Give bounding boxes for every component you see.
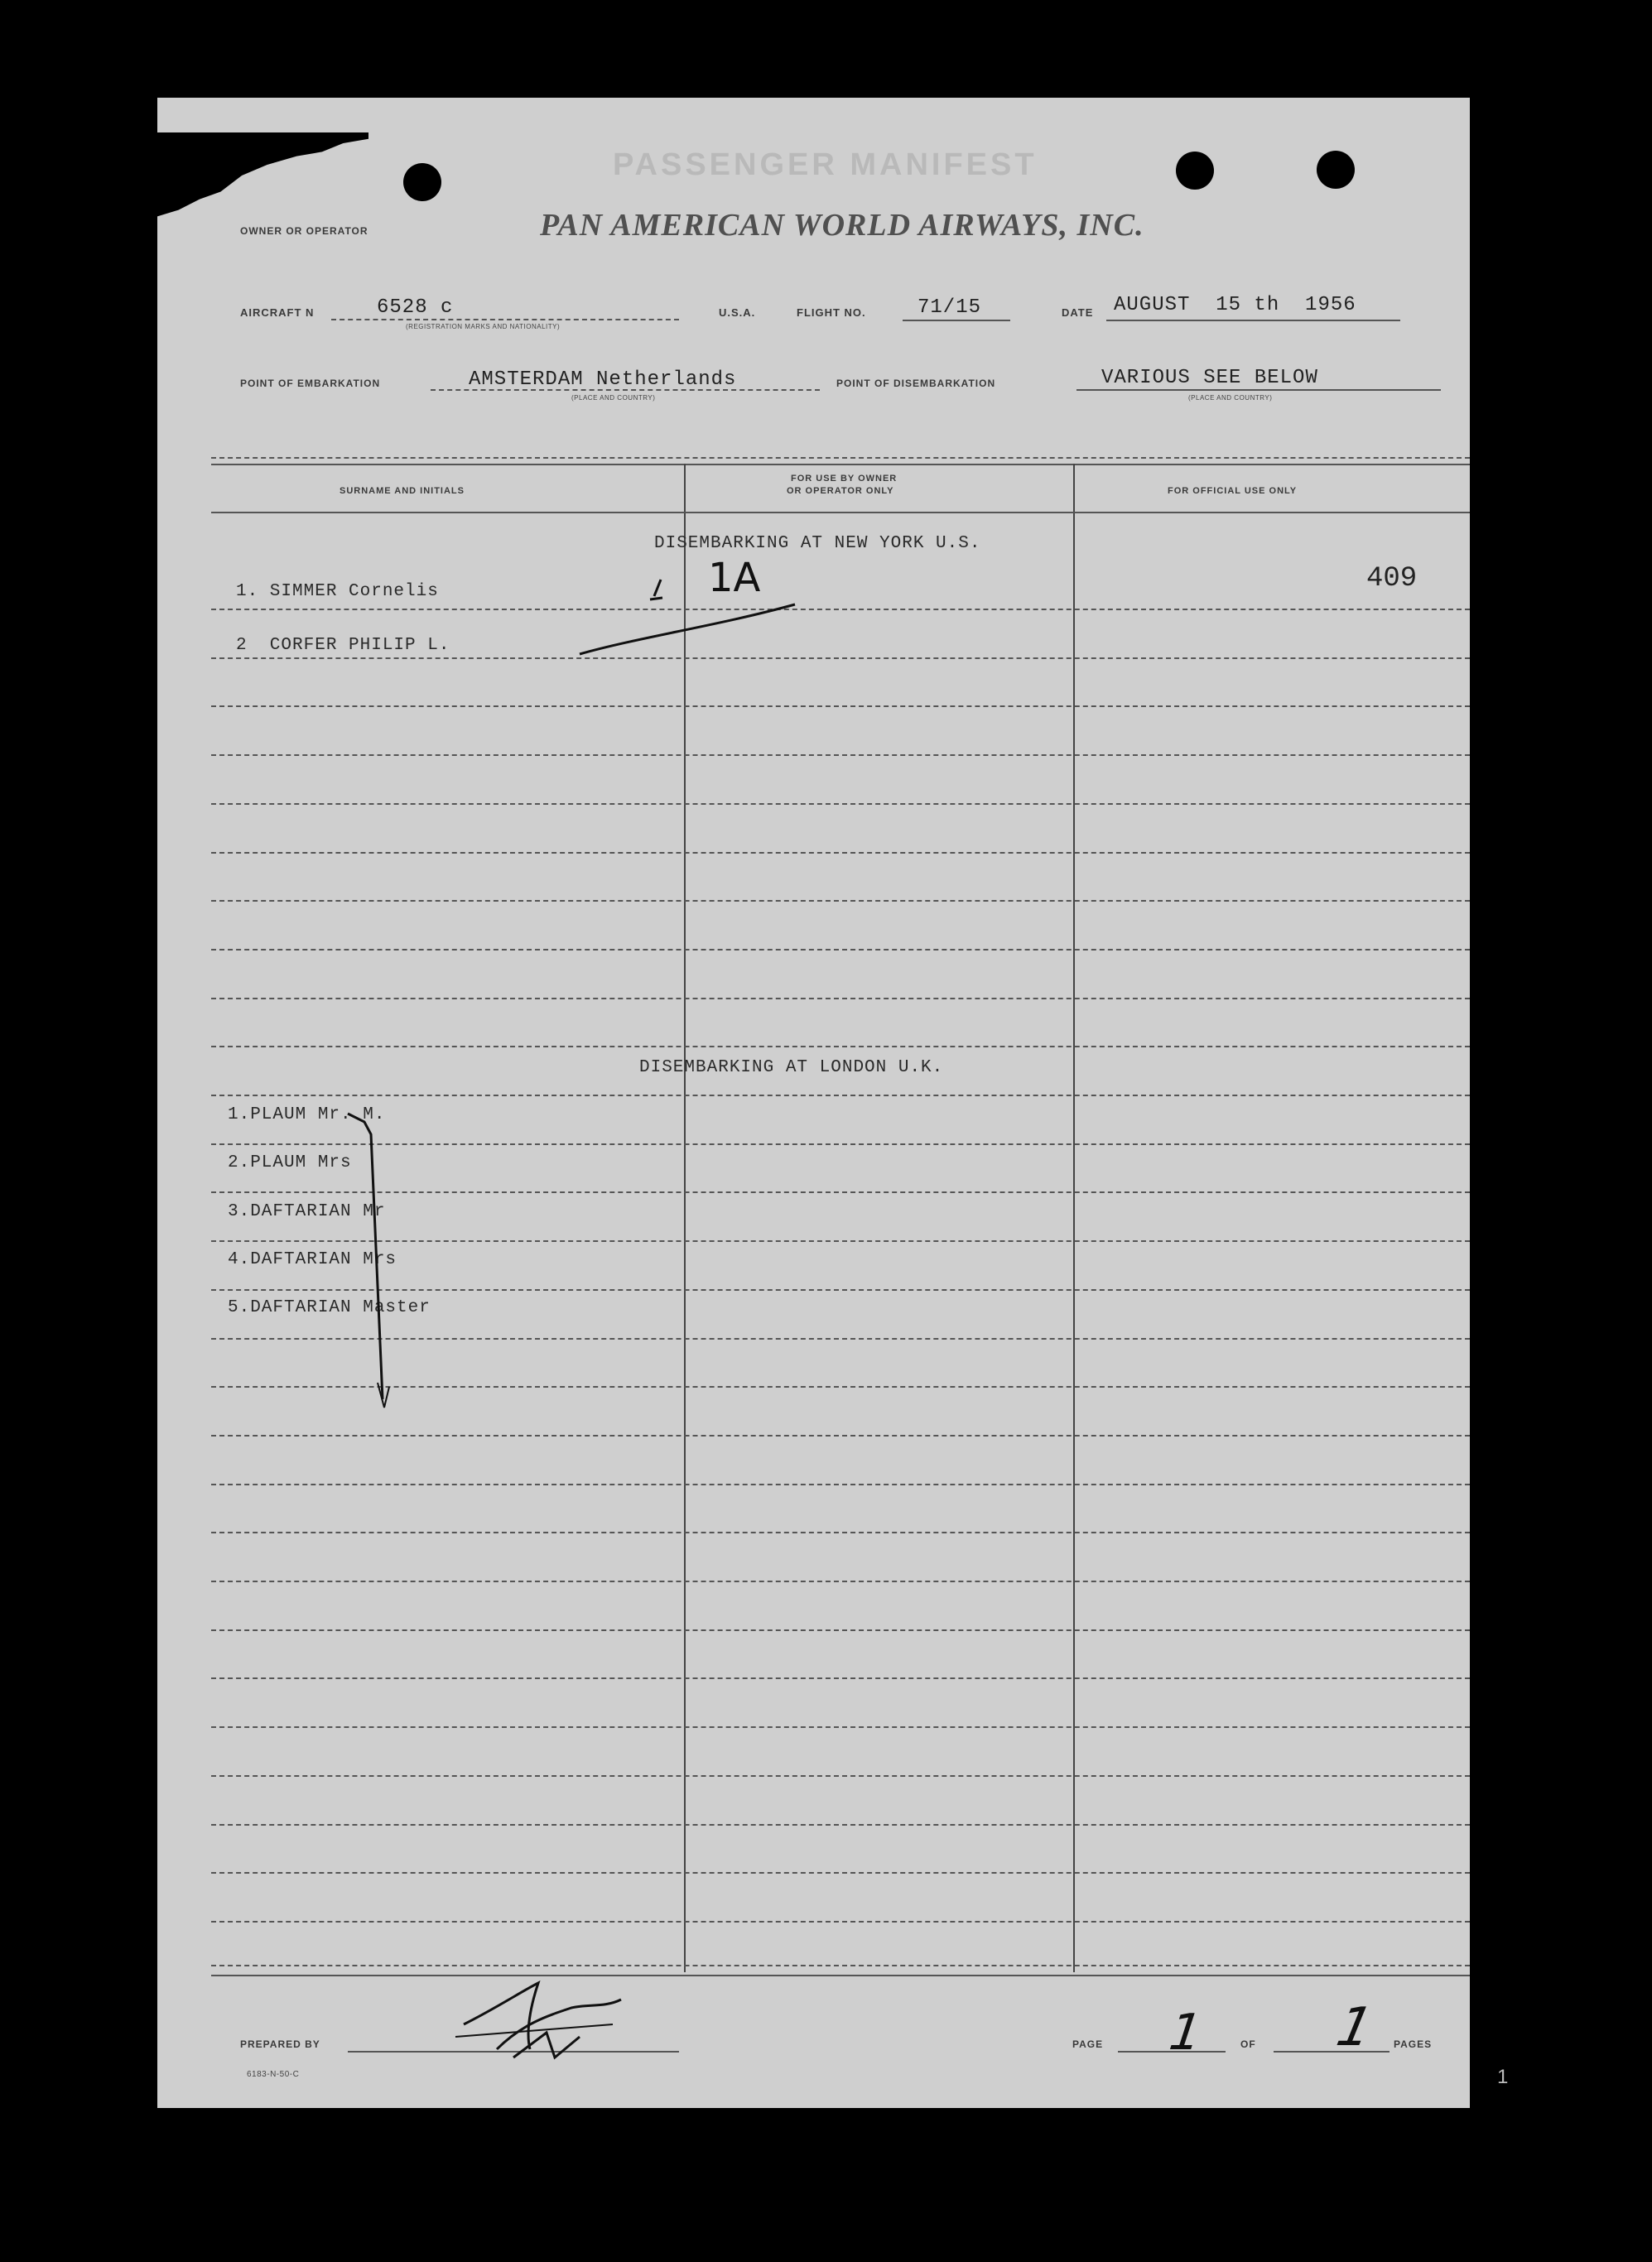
ruled-line: [211, 852, 1470, 854]
ruled-line: [211, 1677, 1470, 1679]
ruled-line: [211, 1581, 1470, 1582]
ruled-line: [211, 657, 1470, 659]
footer-rule: [211, 1975, 1470, 1976]
column-header-operator: FOR USE BY OWNER: [791, 474, 898, 484]
section-heading: DISEMBARKING AT NEW YORK U.S.: [654, 534, 981, 553]
passenger-entry: 5.DAFTARIAN Master: [228, 1298, 431, 1317]
of-label: OF: [1240, 2038, 1256, 2050]
date-value: AUGUST 15 th 1956: [1114, 294, 1356, 316]
handwritten-check-mark: [571, 546, 803, 662]
column-header-surname: SURNAME AND INITIALS: [340, 486, 465, 496]
ruled-line: [211, 609, 1470, 610]
passenger-entry: 4.DAFTARIAN Mrs: [228, 1250, 397, 1269]
ruled-line: [211, 1872, 1470, 1874]
date-underline: [1106, 320, 1400, 321]
official-number: 409: [1366, 563, 1418, 594]
column-divider: [684, 464, 686, 1972]
ruled-line: [211, 705, 1470, 707]
operator-mark: 1A: [708, 555, 761, 601]
pages-label: PAGES: [1394, 2038, 1433, 2050]
flight-value: 71/15: [918, 296, 982, 319]
column-header-official: FOR OFFICIAL USE ONLY: [1168, 486, 1298, 496]
handwritten-bracket-line: [331, 1101, 414, 1416]
passenger-entry: 1. SIMMER Cornelis: [236, 582, 439, 601]
date-label: DATE: [1062, 306, 1094, 319]
owner-label: OWNER OR OPERATOR: [240, 225, 368, 237]
passenger-entry: 3.DAFTARIAN Mr: [228, 1202, 386, 1221]
header-rule: [211, 512, 1470, 513]
ruled-line: [211, 1046, 1470, 1047]
ruled-line: [211, 754, 1470, 756]
page-value: 1: [1159, 2004, 1211, 2062]
punch-hole: [1176, 152, 1214, 190]
embarkation-label: POINT OF EMBARKATION: [240, 378, 381, 389]
embarkation-caption: (PLACE AND COUNTRY): [571, 394, 656, 402]
ruled-line: [211, 1824, 1470, 1826]
punch-hole: [1317, 151, 1355, 189]
page-label: PAGE: [1072, 2038, 1104, 2050]
column-divider: [1073, 464, 1075, 1972]
owner-name: PAN AMERICAN WORLD AIRWAYS, INC.: [540, 208, 1144, 243]
disembarkation-label: POINT OF DISEMBARKATION: [836, 378, 996, 389]
ruled-line: [211, 1726, 1470, 1728]
passenger-entry: 1.PLAUM Mr. M.: [228, 1105, 386, 1124]
ruled-line: [211, 803, 1470, 805]
ruled-line: [211, 900, 1470, 902]
ruled-line: [211, 1532, 1470, 1533]
ruled-line: [211, 1484, 1470, 1485]
disembarkation-underline: [1076, 389, 1441, 391]
punch-hole: [403, 163, 441, 201]
ruled-line: [211, 1095, 1470, 1096]
ruled-line: [211, 1435, 1470, 1437]
of-value: 1: [1325, 1997, 1384, 2058]
form-title: PASSENGER MANIFEST: [613, 147, 1038, 182]
ruled-line: [211, 998, 1470, 999]
embarkation-value: AMSTERDAM Netherlands: [469, 368, 737, 391]
aircraft-underline: [331, 319, 679, 320]
prepared-label: PREPARED BY: [240, 2038, 320, 2050]
ruled-line: [211, 1921, 1470, 1923]
section-heading: DISEMBARKING AT LONDON U.K.: [639, 1058, 944, 1077]
signature: [447, 1975, 646, 2074]
passenger-entry: 2 CORFER PHILIP L.: [236, 636, 450, 655]
aircraft-caption: (REGISTRATION MARKS AND NATIONALITY): [406, 323, 561, 330]
flight-label: FLIGHT NO.: [797, 306, 866, 319]
passenger-entry: 2.PLAUM Mrs: [228, 1153, 352, 1172]
disembarkation-caption: (PLACE AND COUNTRY): [1188, 394, 1273, 402]
ruled-line: [211, 1775, 1470, 1777]
flight-underline: [903, 320, 1010, 321]
footer-rule: [211, 1965, 1470, 1966]
aircraft-label: AIRCRAFT N: [240, 306, 315, 319]
form-number: 6183-N-50-C: [247, 2070, 300, 2079]
table-top-rule: [211, 464, 1470, 465]
margin-mark: 1: [1497, 2066, 1509, 2088]
aircraft-value: 6528 c: [377, 296, 454, 319]
disembarkation-value: VARIOUS SEE BELOW: [1101, 367, 1318, 389]
column-header-operator: OR OPERATOR ONLY: [787, 486, 894, 496]
ruled-line: [211, 949, 1470, 951]
usa-label: U.S.A.: [719, 306, 756, 319]
table-top-rule: [211, 457, 1470, 459]
ruled-line: [211, 1629, 1470, 1631]
